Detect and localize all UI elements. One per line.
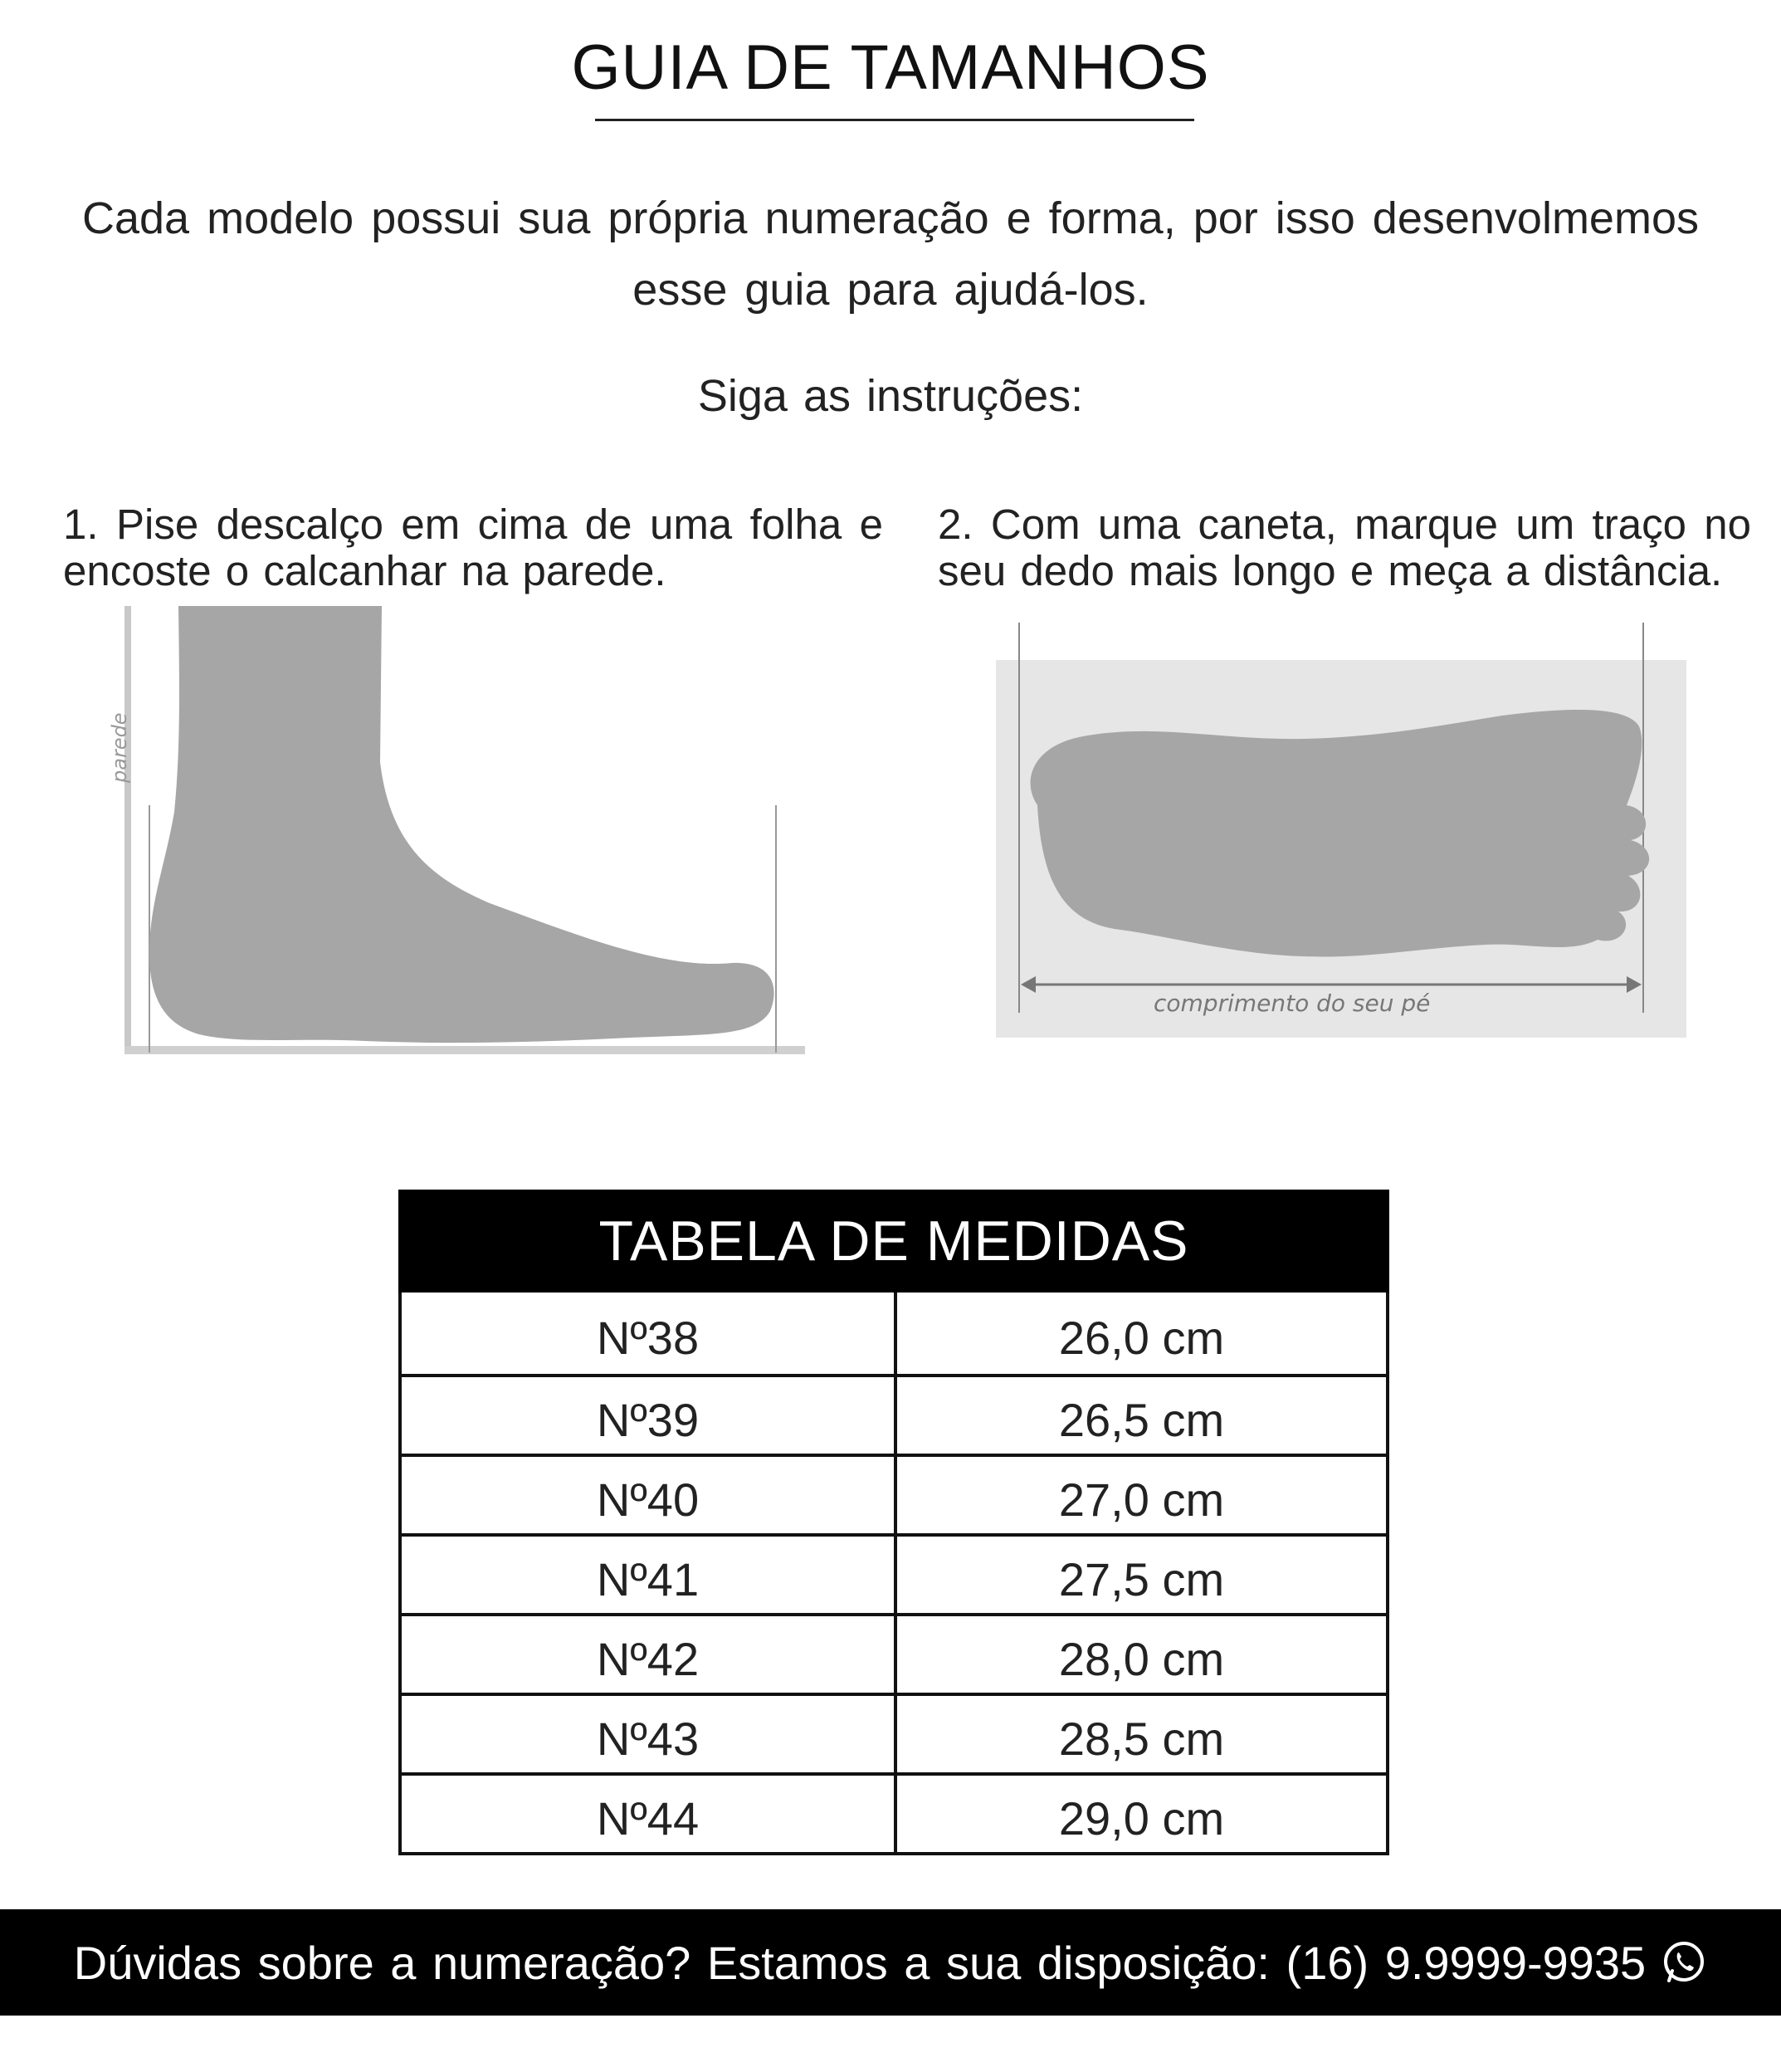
step-2-number: 2. (938, 501, 973, 548)
foot-length-cell: 26,5 cm (1058, 1393, 1225, 1446)
floor-line (124, 1046, 805, 1054)
foot-length-cell: 26,0 cm (1058, 1311, 1225, 1364)
footer-text: Dúvidas sobre a numeração? Estamos a sua disposição: (16) 9.9999-9935 (73, 1936, 1647, 1989)
contact-footer (0, 1909, 1781, 2016)
size-table-body (398, 1293, 1389, 1855)
foot-length-cell: 29,0 cm (1058, 1791, 1225, 1845)
table-row (402, 1293, 1386, 1374)
size-table (398, 1190, 1389, 1855)
title-underline (595, 119, 1194, 121)
step-2-text (938, 501, 1751, 594)
page-title: GUIA DE TAMANHOS (571, 32, 1210, 103)
foot-length-cell: 28,5 cm (1058, 1712, 1225, 1765)
whatsapp-icon[interactable] (1661, 1939, 1707, 1986)
table-row (402, 1693, 1386, 1772)
table-row (402, 1613, 1386, 1693)
shoe-size-cell: Nº43 (402, 1696, 897, 1772)
size-table-title: TABELA DE MEDIDAS (398, 1190, 1389, 1293)
table-row (402, 1772, 1386, 1852)
foot-length-cell: 27,5 cm (1058, 1552, 1225, 1605)
table-row (402, 1533, 1386, 1613)
table-row (402, 1374, 1386, 1454)
foot-top-shape (1031, 710, 1650, 956)
step-1-text (63, 501, 883, 594)
foot-top-illustration (988, 614, 1695, 1046)
wall-label: parede (108, 712, 131, 783)
table-row (402, 1454, 1386, 1533)
shoe-size-cell: Nº40 (402, 1457, 897, 1533)
shoe-size-cell: Nº41 (402, 1537, 897, 1613)
foot-length-cell: 28,0 cm (1058, 1632, 1225, 1685)
foot-side-shape (149, 606, 774, 1043)
shoe-size-cell: Nº38 (402, 1293, 897, 1374)
shoe-size-cell: Nº39 (402, 1377, 897, 1454)
step-1-number: 1. (63, 501, 99, 548)
step-2-description: Com uma caneta, marque um traço no seu dedo mais longo e meça a distância. (938, 501, 1751, 594)
intro-text: Cada modelo possui sua própria numeração e forma, por isso desenvolmemos esse guia para ajudá-los. (82, 193, 1699, 315)
wall-line (124, 606, 131, 1054)
shoe-size-cell: Nº42 (402, 1616, 897, 1693)
foot-side-illustration (108, 596, 830, 1061)
length-label: comprimento do seu pé (1154, 990, 1431, 1017)
shoe-size-cell: Nº44 (402, 1776, 897, 1852)
step-1-description: Pise descalço em cima de uma folha e encoste o calcanhar na parede. (63, 501, 884, 594)
instructions-label: Siga as instruções: (697, 371, 1084, 421)
foot-length-cell: 27,0 cm (1058, 1473, 1225, 1526)
